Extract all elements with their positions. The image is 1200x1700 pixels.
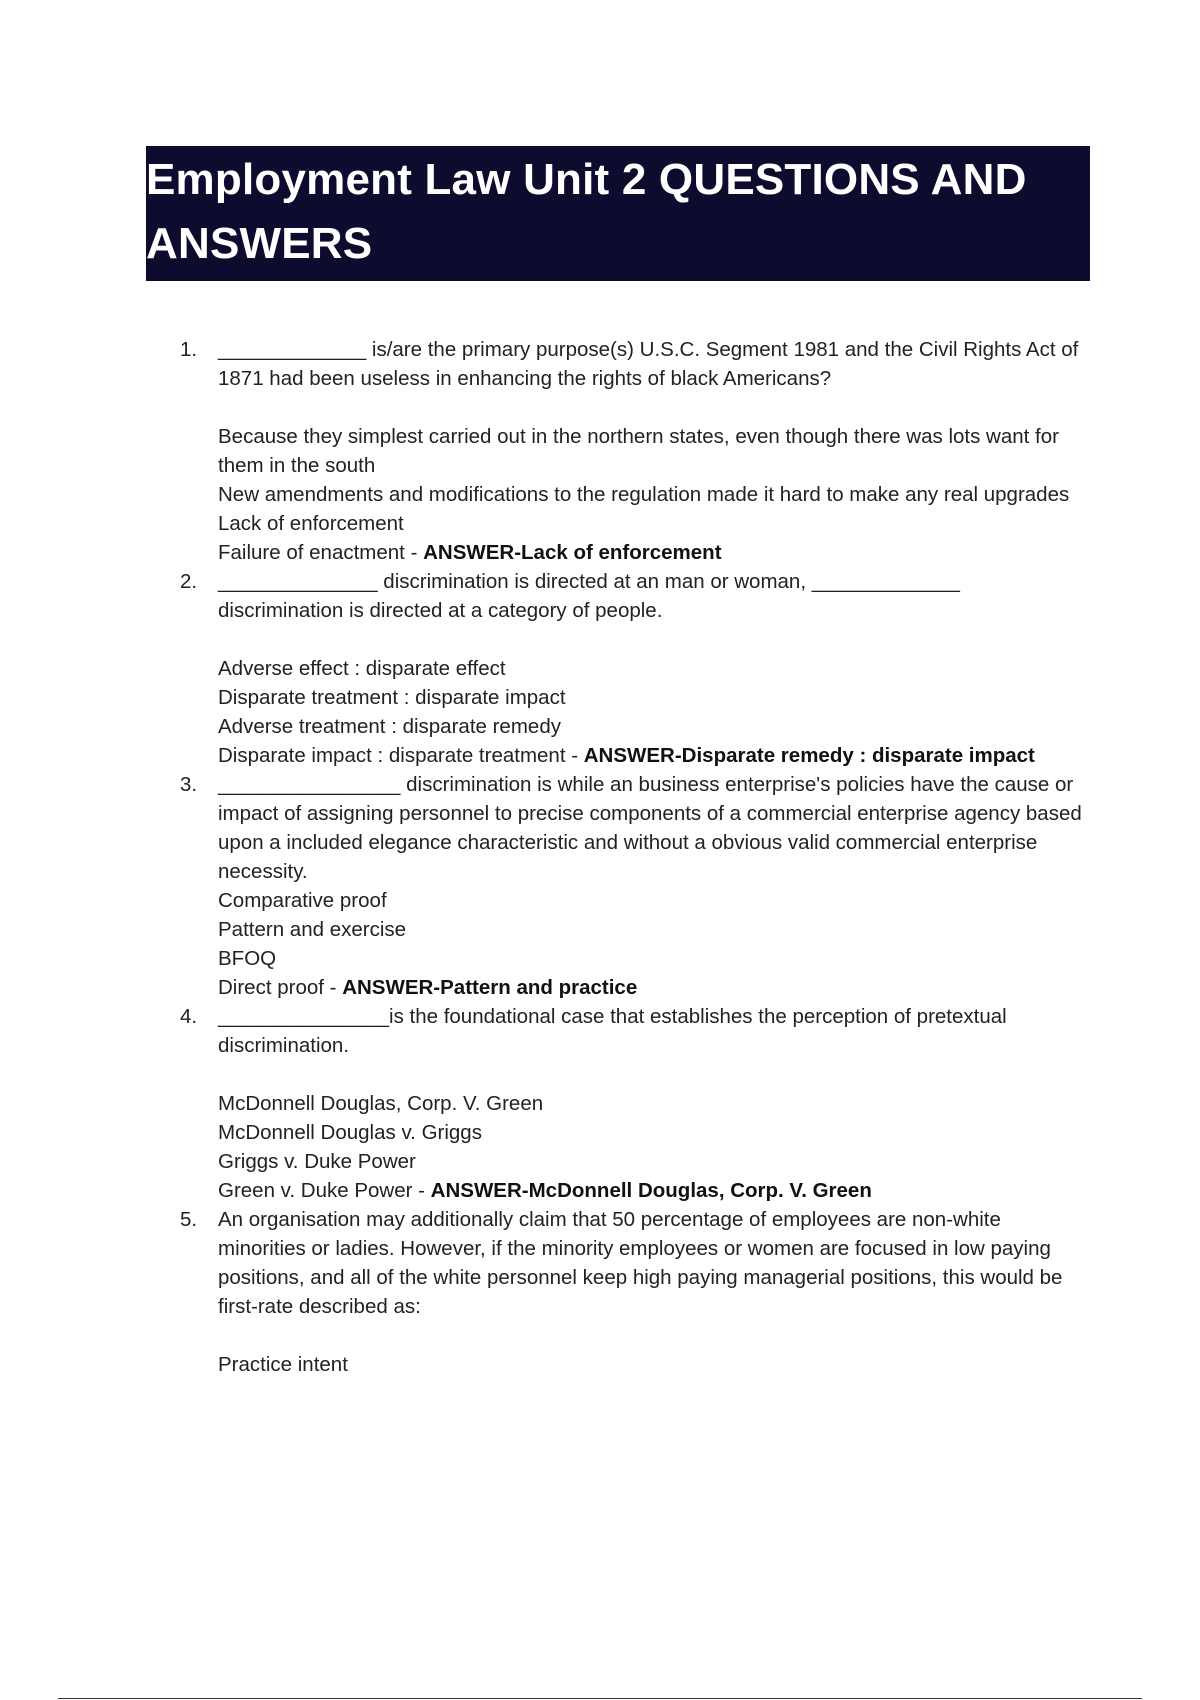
blank-line [218, 393, 1090, 422]
blank-line [218, 1321, 1090, 1350]
answer-option-text: Because they simplest carried out in the northern states, even though there was lots want for them in the south [218, 425, 1059, 477]
correct-answer: ANSWER-McDonnell Douglas, Corp. V. Green [430, 1179, 872, 1202]
document-title-banner [146, 146, 1090, 281]
question-item [180, 1205, 1090, 1379]
answer-option-text: Comparative proof [218, 889, 387, 912]
answer-option [218, 915, 1090, 944]
answer-option-text: BFOQ [218, 947, 277, 970]
blank-line [218, 1060, 1090, 1089]
answer-option [218, 1147, 1090, 1176]
answer-option [218, 1089, 1090, 1118]
answer-option-text: Pattern and exercise [218, 918, 407, 941]
question-list [180, 335, 1090, 1379]
answer-option-text: Griggs v. Duke Power [218, 1150, 416, 1173]
correct-answer: ANSWER-Pattern and practice [342, 976, 638, 999]
answer-option [218, 1350, 1090, 1379]
answer-option-text: Direct proof [218, 976, 324, 999]
question-item [180, 770, 1090, 1002]
answer-option [218, 712, 1090, 741]
answer-option-text: Adverse effect : disparate effect [218, 657, 506, 680]
question-number: 3. [180, 773, 198, 796]
correct-answer: ANSWER-Disparate remedy : disparate impact [583, 744, 1035, 767]
answer-option-text: New amendments and modifications to the regulation made it hard to make any real upgrades [218, 483, 1070, 506]
question-text: ______________ discrimination is directed at an man or woman, _____________ discrimination is directed at a category of people. [218, 570, 960, 622]
answer-option [218, 886, 1090, 915]
blank-line [218, 625, 1090, 654]
answer-option-text: Practice intent [218, 1353, 348, 1376]
answer-option [218, 683, 1090, 712]
answer-option [218, 654, 1090, 683]
footer-divider [58, 1698, 1142, 1699]
question-item [180, 335, 1090, 567]
answer-option-text: McDonnell Douglas v. Griggs [218, 1121, 482, 1144]
answer-option [218, 480, 1090, 509]
document-title: Employment Law Unit 2 QUESTIONS AND ANSWERS [146, 155, 1027, 268]
question-text: _______________is the foundational case that establishes the perception of pretextual discrimination. [218, 1005, 1007, 1057]
answer-option: Failure of enactment - ANSWER-Lack of enforcement [218, 541, 722, 564]
answer-option [218, 422, 1090, 480]
answer-option-text: Adverse treatment : disparate remedy [218, 715, 561, 738]
question-number: 4. [180, 1005, 198, 1028]
answer-option-text: Green v. Duke Power [218, 1179, 413, 1202]
answer-option: Green v. Duke Power - ANSWER-McDonnell Douglas, Corp. V. Green [218, 1179, 872, 1202]
answer-option [218, 944, 1090, 973]
answer-option-text: Failure of enactment [218, 541, 405, 564]
answer-option [218, 509, 1090, 538]
question-number: 1. [180, 338, 198, 361]
answer-option-text: Disparate impact : disparate treatment [218, 744, 566, 767]
answer-option: Direct proof - ANSWER-Pattern and practice [218, 976, 638, 999]
answer-option-text: McDonnell Douglas, Corp. V. Green [218, 1092, 544, 1115]
question-text: ________________ discrimination is while an business enterprise's policies have the cause or impact of assigning personnel to precise components of a commercial enterprise agency based upon a included elegance characteristic and without a obvious valid commercial enterprise necessity. [218, 773, 1082, 883]
question-text: _____________ is/are the primary purpose(s) U.S.C. Segment 1981 and the Civil Rights Act of 1871 had been useless in enhancing the rights of black Americans? [218, 338, 1079, 390]
question-number: 5. [180, 1208, 198, 1231]
question-item [180, 567, 1090, 770]
question-text: An organisation may additionally claim that 50 percentage of employees are non-white minorities or ladies. However, if the minority employees or women are focused in low paying positions, and all of the white personnel keep high paying managerial positions, this would be first-rate described as: [218, 1208, 1063, 1318]
question-number: 2. [180, 570, 198, 593]
answer-option: Disparate impact : disparate treatment - ANSWER-Disparate remedy : disparate impact [218, 744, 1035, 767]
answer-option-text: Lack of enforcement [218, 512, 404, 535]
correct-answer: ANSWER-Lack of enforcement [423, 541, 722, 564]
answer-option-text: Disparate treatment : disparate impact [218, 686, 566, 709]
answer-option [218, 1118, 1090, 1147]
question-item [180, 1002, 1090, 1205]
